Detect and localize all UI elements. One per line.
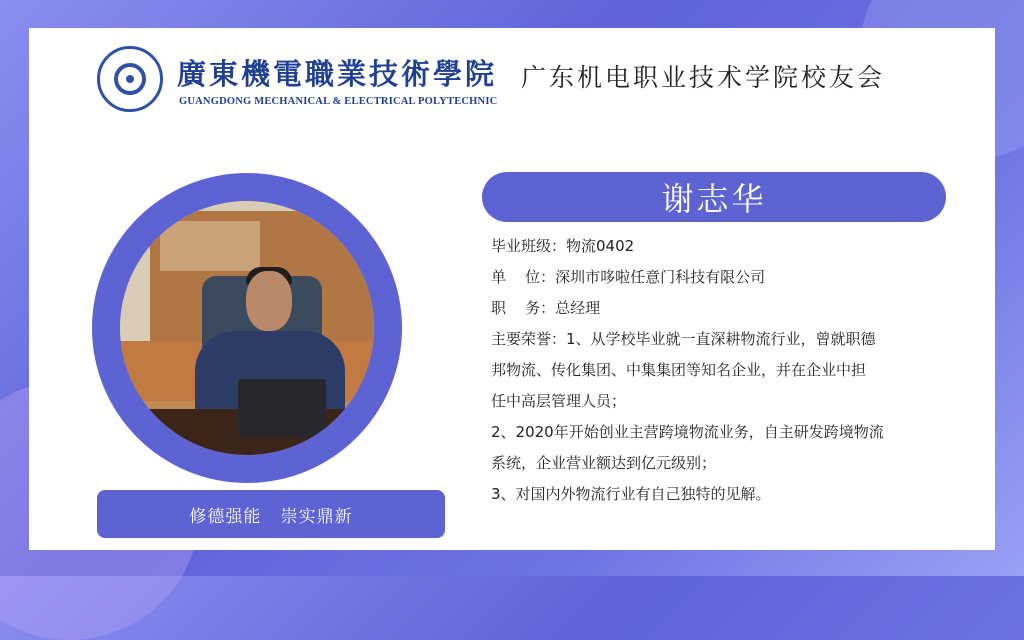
page-title: 广东机电职业技术学院校友会	[521, 63, 886, 92]
title-value: 总经理	[555, 299, 601, 317]
title-row	[491, 293, 971, 324]
college-logo	[97, 46, 498, 116]
motto-banner: 修德强能 崇实鼎新	[97, 490, 445, 538]
honors-line: 1、从学校毕业就一直深耕物流行业，曾就职德	[566, 330, 876, 348]
profile-details	[491, 231, 971, 510]
company-label: 单 位：	[491, 268, 556, 286]
alumnus-name: 谢志华	[482, 172, 946, 222]
honors-label: 主要荣誉：	[491, 330, 567, 348]
profile-card	[29, 28, 995, 550]
logo-name-cn: 廣東機電職業技術學院	[177, 57, 498, 91]
college-seal-icon	[97, 46, 163, 112]
honors-line: 2、2020年开始创业主营跨境物流业务，自主研发跨境物流	[491, 423, 884, 441]
honors-line: 邦物流、传化集团、中集集团等知名企业，并在企业中担	[491, 361, 867, 379]
class-value: 物流0402	[566, 237, 635, 255]
company-row	[491, 262, 971, 293]
title-label: 职 务：	[491, 299, 556, 317]
class-label: 毕业班级：	[491, 237, 567, 255]
honors-row	[491, 324, 971, 355]
honors-line: 系统，企业营业额达到亿元级别；	[491, 454, 717, 472]
honors-line: 3、对国内外物流行业有自己独特的见解。	[491, 485, 771, 503]
alumnus-portrait-photo	[120, 201, 374, 455]
class-row	[491, 231, 971, 262]
company-value: 深圳市哆啦任意门科技有限公司	[555, 268, 766, 286]
honors-line: 任中高层管理人员；	[491, 392, 627, 410]
logo-name-en: GUANGDONG MECHANICAL & ELECTRICAL POLYTECHNIC	[179, 96, 498, 107]
